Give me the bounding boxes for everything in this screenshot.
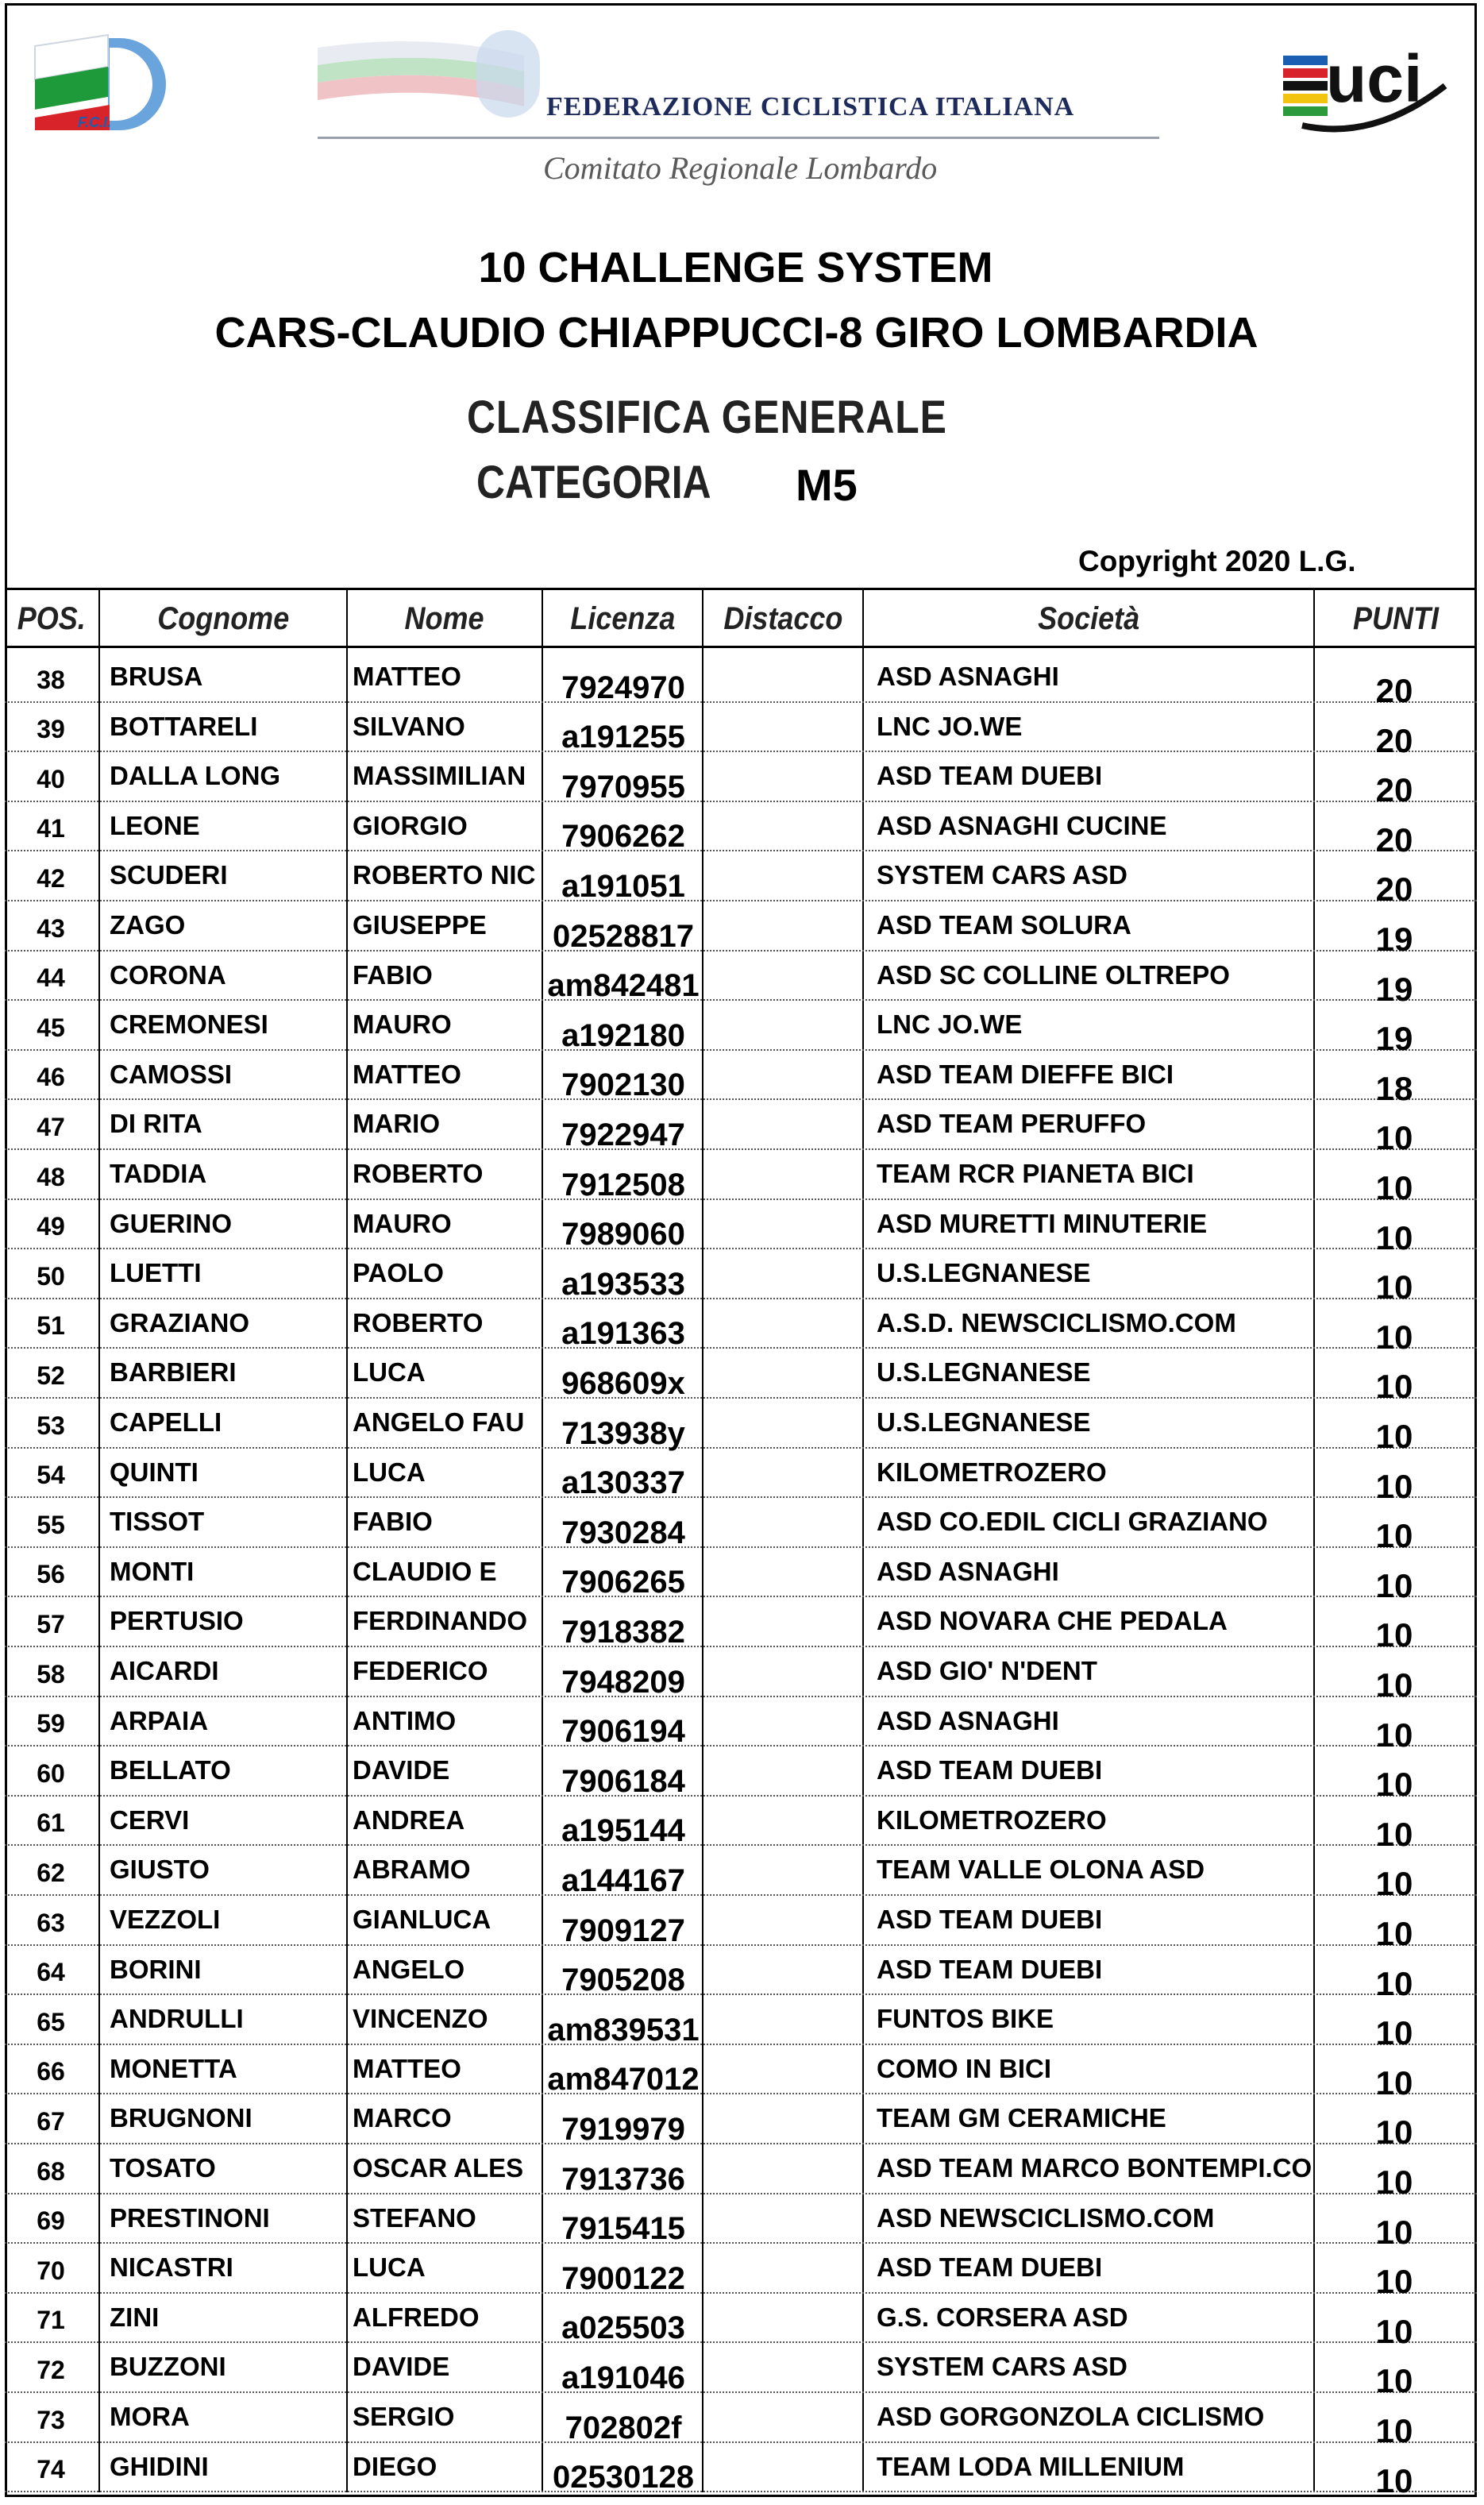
- cell-punti: 10: [1375, 1666, 1413, 1704]
- cell-societa: FUNTOS BIKE: [877, 2004, 1054, 2034]
- cell-nome: VINCENZO: [353, 2004, 488, 2034]
- federation-name: FEDERAZIONE CICLISTICA ITALIANA: [546, 92, 1075, 122]
- table-row: [5, 951, 1477, 1008]
- cell-licenza: a192180: [561, 1017, 685, 1053]
- table-row: [5, 703, 1477, 759]
- cell-pos: 74: [37, 2455, 65, 2484]
- cell-cognome: ZINI: [110, 2302, 160, 2332]
- cell-licenza: 7915415: [561, 2211, 685, 2247]
- cell-cognome: TOSATO: [110, 2153, 216, 2183]
- cell-licenza: 7906262: [561, 819, 685, 855]
- table-header-bottom-border: [5, 646, 1477, 648]
- cell-nome: MAURO: [353, 1009, 452, 1040]
- cell-societa: TEAM RCR PIANETA BICI: [877, 1159, 1194, 1188]
- cell-societa: ASD SC COLLINE OLTREPO: [877, 959, 1230, 990]
- cell-societa: TEAM LODA MILLENIUM: [877, 2451, 1185, 2481]
- table-row: [5, 2194, 1477, 2251]
- federation-flag-logo: [318, 24, 548, 135]
- cell-cognome: VEZZOLI: [110, 1905, 221, 1934]
- table-row: [5, 1946, 1477, 2002]
- col-header-distacco: Distacco: [723, 600, 843, 636]
- cell-nome: STEFANO: [353, 2202, 476, 2233]
- cell-punti: 10: [1375, 1169, 1413, 1206]
- cell-punti: 10: [1375, 2213, 1413, 2251]
- table-row: [5, 2144, 1477, 2201]
- table-row: [5, 1498, 1477, 1555]
- category-label: CATEGORIA: [476, 457, 711, 508]
- cell-pos: 66: [37, 2057, 65, 2086]
- cell-pos: 44: [37, 963, 65, 993]
- cell-pos: 51: [37, 1311, 65, 1341]
- table-row: [5, 1747, 1477, 1804]
- cell-pos: 41: [37, 814, 65, 843]
- cell-cognome: NICASTRI: [110, 2252, 233, 2283]
- cell-cognome: AICARDI: [110, 1656, 219, 1685]
- cell-cognome: BRUGNONI: [110, 2103, 252, 2133]
- cell-punti: 10: [1375, 1964, 1413, 2002]
- cell-cognome: MONTI: [110, 1556, 195, 1586]
- cell-punti: 10: [1375, 2014, 1413, 2052]
- cell-licenza: 7906184: [561, 1763, 685, 1799]
- cell-nome: ANTIMO: [353, 1705, 457, 1735]
- cell-nome: PAOLO: [353, 1258, 444, 1288]
- cell-pos: 50: [37, 1261, 65, 1291]
- cell-cognome: TADDIA: [110, 1159, 207, 1188]
- cell-licenza: a191051: [561, 868, 685, 904]
- cell-societa: ASD ASNAGHI: [877, 662, 1059, 691]
- cell-cognome: PERTUSIO: [110, 1606, 244, 1636]
- cell-nome: MASSIMILIAN: [353, 761, 526, 791]
- cell-pos: 54: [37, 1461, 65, 1490]
- cell-societa: ASD ASNAGHI: [877, 1705, 1059, 1735]
- table-row: [5, 2294, 1477, 2350]
- cell-punti: 10: [1375, 1268, 1413, 1307]
- cell-cognome: BARBIERI: [110, 1357, 237, 1388]
- cell-punti: 20: [1375, 721, 1413, 759]
- cell-licenza: 7902130: [561, 1067, 685, 1103]
- col-header-cognome: Cognome: [157, 600, 289, 636]
- cell-nome: DAVIDE: [353, 1755, 450, 1785]
- cell-nome: SILVANO: [353, 711, 465, 741]
- cell-pos: 69: [37, 2206, 65, 2236]
- cell-punti: 10: [1375, 1218, 1413, 1256]
- cell-punti: 10: [1375, 2362, 1413, 2400]
- col-header-societa: Società: [1037, 600, 1140, 636]
- cell-licenza: 7919979: [561, 2111, 685, 2147]
- cell-nome: GIANLUCA: [353, 1905, 491, 1934]
- cell-licenza: 7913736: [561, 2161, 685, 2197]
- cell-pos: 67: [37, 2106, 65, 2136]
- cell-licenza: 7924970: [561, 670, 685, 705]
- cell-cognome: TISSOT: [110, 1507, 205, 1537]
- cell-nome: ALFREDO: [353, 2302, 480, 2332]
- table-row: [5, 2443, 1477, 2499]
- table-row: [5, 1100, 1477, 1157]
- cell-pos: 49: [37, 1212, 65, 1241]
- cell-societa: SYSTEM CARS ASD: [877, 2352, 1127, 2382]
- cell-punti: 10: [1375, 2263, 1413, 2301]
- cell-nome: ROBERTO: [353, 1307, 484, 1337]
- cell-cognome: ARPAIA: [110, 1705, 209, 1735]
- cell-pos: 47: [37, 1112, 65, 1141]
- cell-pos: 58: [37, 1659, 65, 1689]
- cell-pos: 48: [37, 1162, 65, 1191]
- cell-societa: ASD GORGONZOLA CICLISMO: [877, 2402, 1265, 2431]
- table-row: [5, 2094, 1477, 2152]
- cell-licenza: 7989060: [561, 1217, 685, 1252]
- cell-licenza: 702802f: [565, 2410, 682, 2445]
- cell-punti: 10: [1375, 1716, 1413, 1754]
- table-row: [5, 2244, 1477, 2301]
- cell-punti: 10: [1375, 1119, 1413, 1157]
- cell-societa: G.S. CORSERA ASD: [877, 2302, 1128, 2332]
- cell-licenza: a191046: [561, 2360, 685, 2395]
- cell-societa: COMO IN BICI: [877, 2053, 1051, 2083]
- cell-societa: ASD ASNAGHI: [877, 1556, 1059, 1586]
- cell-punti: 10: [1375, 2163, 1413, 2201]
- cell-societa: TEAM VALLE OLONA ASD: [877, 1855, 1205, 1885]
- cell-punti: 10: [1375, 1766, 1413, 1804]
- cell-punti: 20: [1375, 672, 1413, 709]
- header-divider: [318, 137, 1159, 139]
- cell-licenza: 7906265: [561, 1565, 685, 1600]
- cell-pos: 42: [37, 863, 65, 893]
- cell-cognome: CORONA: [110, 959, 226, 990]
- cell-nome: FABIO: [353, 959, 433, 990]
- table-row: [5, 653, 1477, 709]
- cell-licenza: am847012: [547, 2062, 700, 2098]
- cell-punti: 10: [1375, 1318, 1413, 1356]
- category-value: M5: [796, 460, 858, 510]
- cell-punti: 18: [1375, 1069, 1413, 1107]
- cell-cognome: GHIDINI: [110, 2451, 209, 2481]
- cell-societa: U.S.LEGNANESE: [877, 1258, 1091, 1288]
- uci-logo-text: uci: [1326, 41, 1423, 116]
- table-row: [5, 1200, 1477, 1256]
- cell-punti: 10: [1375, 1815, 1413, 1853]
- cell-societa: ASD TEAM MARCO BONTEMPI.CO: [877, 2153, 1312, 2183]
- table-row: [5, 1896, 1477, 1952]
- cell-cognome: CAMOSSI: [110, 1059, 233, 1089]
- table-row: [5, 1399, 1477, 1455]
- cell-punti: 20: [1375, 771, 1413, 809]
- cell-punti: 19: [1375, 970, 1413, 1008]
- cell-pos: 43: [37, 913, 65, 943]
- cell-cognome: BRUSA: [110, 662, 203, 691]
- cell-nome: LUCA: [353, 2252, 426, 2283]
- cell-societa: ASD MURETTI MINUTERIE: [877, 1208, 1208, 1238]
- cell-societa: LNC JO.WE: [877, 711, 1023, 741]
- cell-nome: ROBERTO NIC: [353, 860, 536, 890]
- cell-societa: ASD TEAM DUEBI: [877, 2252, 1103, 2283]
- table-row: [5, 1697, 1477, 1754]
- table-row: [5, 2343, 1477, 2400]
- table-row: [5, 1647, 1477, 1704]
- cell-pos: 45: [37, 1013, 65, 1042]
- cell-licenza: a191255: [561, 720, 685, 755]
- cell-cognome: BOTTARELI: [110, 711, 258, 741]
- cell-nome: ANGELO: [353, 1954, 465, 1984]
- cell-licenza: 7909127: [561, 1913, 685, 1948]
- cell-cognome: BELLATO: [110, 1755, 231, 1785]
- cell-licenza: 02528817: [553, 918, 694, 954]
- cell-licenza: 7970955: [561, 769, 685, 805]
- cell-nome: ROBERTO: [353, 1159, 484, 1188]
- table-row: [5, 752, 1477, 809]
- cell-pos: 57: [37, 1609, 65, 1638]
- cell-cognome: QUINTI: [110, 1457, 199, 1487]
- cell-nome: LUCA: [353, 1457, 426, 1487]
- cell-licenza: 713938y: [561, 1415, 685, 1451]
- cell-cognome: CERVI: [110, 1804, 190, 1835]
- cell-pos: 59: [37, 1709, 65, 1739]
- cell-cognome: CAPELLI: [110, 1407, 222, 1437]
- cell-licenza: am842481: [547, 968, 700, 1004]
- cell-punti: 10: [1375, 1566, 1413, 1604]
- cell-nome: GIUSEPPE: [353, 910, 487, 940]
- table-row: [5, 1548, 1477, 1604]
- cell-licenza: 02530128: [553, 2460, 694, 2495]
- cell-societa: ASD ASNAGHI CUCINE: [877, 810, 1167, 840]
- cell-cognome: MORA: [110, 2402, 190, 2431]
- cell-cognome: ZAGO: [110, 910, 186, 940]
- cell-pos: 64: [37, 1958, 65, 1987]
- cell-nome: MATTEO: [353, 1059, 461, 1089]
- cell-cognome: PRESTINONI: [110, 2202, 270, 2233]
- classification-title: CLASSIFICA GENERALE: [467, 392, 947, 443]
- cell-cognome: GIUSTO: [110, 1855, 210, 1885]
- table-row: [5, 2393, 1477, 2449]
- cell-nome: GIORGIO: [353, 810, 468, 840]
- cell-pos: 55: [37, 1510, 65, 1539]
- cell-cognome: MONETTA: [110, 2053, 237, 2083]
- cell-societa: U.S.LEGNANESE: [877, 1357, 1091, 1388]
- table-row: [5, 1051, 1477, 1107]
- cell-punti: 10: [1375, 2461, 1413, 2499]
- cell-licenza: 7905208: [561, 1963, 685, 1998]
- cell-punti: 10: [1375, 2412, 1413, 2449]
- cell-pos: 63: [37, 1908, 65, 1937]
- cell-cognome: BORINI: [110, 1954, 202, 1984]
- cell-societa: TEAM GM CERAMICHE: [877, 2103, 1166, 2133]
- cell-cognome: ANDRULLI: [110, 2004, 244, 2034]
- table-header: [5, 590, 1477, 647]
- cell-pos: 52: [37, 1361, 65, 1390]
- fci-logo: [29, 32, 211, 135]
- cell-pos: 40: [37, 764, 65, 793]
- cell-cognome: DALLA LONG: [110, 761, 281, 791]
- event-title-line2: CARS-CLAUDIO CHIAPPUCCI-8 GIRO LOMBARDIA: [214, 309, 1259, 357]
- table-row: [5, 1349, 1477, 1406]
- cell-pos: 39: [37, 715, 65, 744]
- cell-nome: FEDERICO: [353, 1656, 488, 1685]
- table-row: [5, 1995, 1477, 2052]
- cell-punti: 20: [1375, 870, 1413, 909]
- cell-pos: 70: [37, 2256, 65, 2285]
- cell-societa: ASD TEAM PERUFFO: [877, 1109, 1147, 1139]
- fci-logo-text: F.C.I.: [78, 114, 112, 130]
- cell-societa: SYSTEM CARS ASD: [877, 860, 1127, 890]
- committee-name: Comitato Regionale Lombardo: [543, 150, 938, 186]
- cell-punti: 10: [1375, 2312, 1413, 2350]
- cell-nome: MARIO: [353, 1109, 440, 1139]
- cell-nome: SERGIO: [353, 2402, 455, 2431]
- cell-societa: U.S.LEGNANESE: [877, 1407, 1091, 1437]
- cell-punti: 10: [1375, 2063, 1413, 2102]
- cell-nome: ANGELO FAU: [353, 1407, 525, 1437]
- cell-licenza: am839531: [547, 2012, 700, 2048]
- table-row: [5, 851, 1477, 909]
- cell-licenza: a191363: [561, 1316, 685, 1352]
- col-header-nome: Nome: [404, 600, 485, 636]
- cell-punti: 10: [1375, 1517, 1413, 1555]
- cell-societa: ASD GIO' N'DENT: [877, 1656, 1097, 1685]
- cell-societa: ASD TEAM DUEBI: [877, 1905, 1103, 1934]
- cell-pos: 71: [37, 2306, 65, 2335]
- cell-societa: ASD TEAM DUEBI: [877, 1755, 1103, 1785]
- col-header-punti: PUNTI: [1353, 600, 1439, 636]
- cell-nome: ANDREA: [353, 1804, 465, 1835]
- cell-punti: 10: [1375, 1418, 1413, 1455]
- cell-cognome: DI RITA: [110, 1109, 202, 1139]
- cell-pos: 73: [37, 2405, 65, 2434]
- event-title-line1: 10 CHALLENGE SYSTEM: [478, 244, 993, 291]
- cell-societa: ASD CO.EDIL CICLI GRAZIANO: [877, 1507, 1268, 1537]
- cell-licenza: 968609x: [561, 1365, 685, 1401]
- table-row: [5, 1846, 1477, 1903]
- cell-licenza: 7922947: [561, 1117, 685, 1152]
- cell-licenza: 7906194: [561, 1714, 685, 1750]
- cell-nome: OSCAR ALES: [353, 2153, 524, 2183]
- cell-licenza: a025503: [561, 2310, 685, 2346]
- cell-nome: DAVIDE: [353, 2352, 450, 2382]
- cell-societa: ASD TEAM DUEBI: [877, 1954, 1103, 1984]
- cell-punti: 10: [1375, 1368, 1413, 1406]
- cell-pos: 61: [37, 1808, 65, 1838]
- cell-cognome: GUERINO: [110, 1208, 233, 1238]
- cell-nome: MATTEO: [353, 2053, 461, 2083]
- cell-pos: 38: [37, 665, 65, 694]
- cell-licenza: 7900122: [561, 2260, 685, 2296]
- cell-societa: ASD TEAM SOLURA: [877, 910, 1131, 940]
- cell-licenza: a195144: [561, 1813, 685, 1849]
- copyright-notice: Copyright 2020 L.G.: [1078, 545, 1356, 577]
- cell-nome: MARCO: [353, 2103, 452, 2133]
- cell-nome: MATTEO: [353, 662, 461, 691]
- cell-licenza: a130337: [561, 1465, 685, 1501]
- cell-punti: 19: [1375, 1020, 1413, 1058]
- cell-pos: 46: [37, 1063, 65, 1092]
- col-header-licenza: Licenza: [569, 600, 676, 636]
- cell-pos: 53: [37, 1411, 65, 1440]
- cell-nome: LUCA: [353, 1357, 426, 1388]
- table-row: [5, 802, 1477, 859]
- uci-logo: [1278, 30, 1461, 133]
- cell-licenza: 7912508: [561, 1167, 685, 1202]
- cell-societa: ASD TEAM DIEFFE BICI: [877, 1059, 1174, 1089]
- table-row: [5, 1449, 1477, 1505]
- cell-societa: LNC JO.WE: [877, 1009, 1023, 1040]
- cell-societa: ASD NOVARA CHE PEDALA: [877, 1606, 1228, 1636]
- table-row: [5, 1150, 1477, 1206]
- table-row: [5, 1249, 1477, 1307]
- cell-licenza: a144167: [561, 1862, 685, 1898]
- cell-cognome: GRAZIANO: [110, 1307, 249, 1337]
- cell-nome: MAURO: [353, 1208, 452, 1238]
- cell-societa: ASD TEAM DUEBI: [877, 761, 1103, 791]
- cell-societa: ASD NEWSCICLISMO.COM: [877, 2202, 1215, 2233]
- cell-pos: 56: [37, 1560, 65, 1589]
- cell-pos: 72: [37, 2355, 65, 2384]
- cell-cognome: LEONE: [110, 810, 200, 840]
- cell-cognome: SCUDERI: [110, 860, 228, 890]
- table-row: [5, 2045, 1477, 2102]
- cell-pos: 62: [37, 1858, 65, 1887]
- cell-societa: KILOMETROZERO: [877, 1804, 1107, 1835]
- cell-pos: 60: [37, 1758, 65, 1788]
- cell-licenza: 7918382: [561, 1614, 685, 1650]
- table-row: [5, 1597, 1477, 1654]
- cell-punti: 20: [1375, 820, 1413, 859]
- cell-punti: 10: [1375, 1915, 1413, 1952]
- table-row: [5, 1001, 1477, 1058]
- cell-licenza: a193533: [561, 1266, 685, 1302]
- cell-pos: 65: [37, 2007, 65, 2036]
- cell-nome: FERDINANDO: [353, 1606, 527, 1636]
- table-row: [5, 901, 1477, 958]
- cell-cognome: BUZZONI: [110, 2352, 226, 2382]
- cell-punti: 10: [1375, 2113, 1413, 2152]
- table-row: [5, 1797, 1477, 1853]
- cell-punti: 10: [1375, 1865, 1413, 1903]
- cell-punti: 19: [1375, 921, 1413, 958]
- cell-societa: A.S.D. NEWSCICLISMO.COM: [877, 1307, 1236, 1337]
- cell-cognome: LUETTI: [110, 1258, 202, 1288]
- cell-licenza: 7948209: [561, 1664, 685, 1700]
- col-header-pos: POS.: [17, 600, 87, 636]
- cell-nome: ABRAMO: [353, 1855, 471, 1885]
- cell-nome: DIEGO: [353, 2451, 437, 2481]
- cell-societa: KILOMETROZERO: [877, 1457, 1107, 1487]
- cell-punti: 10: [1375, 1616, 1413, 1654]
- cell-nome: FABIO: [353, 1507, 433, 1537]
- cell-cognome: CREMONESI: [110, 1009, 268, 1040]
- table-row: [5, 1299, 1477, 1356]
- cell-pos: 68: [37, 2156, 65, 2186]
- cell-licenza: 7930284: [561, 1515, 685, 1550]
- cell-punti: 10: [1375, 1467, 1413, 1505]
- cell-nome: CLAUDIO E: [353, 1556, 497, 1586]
